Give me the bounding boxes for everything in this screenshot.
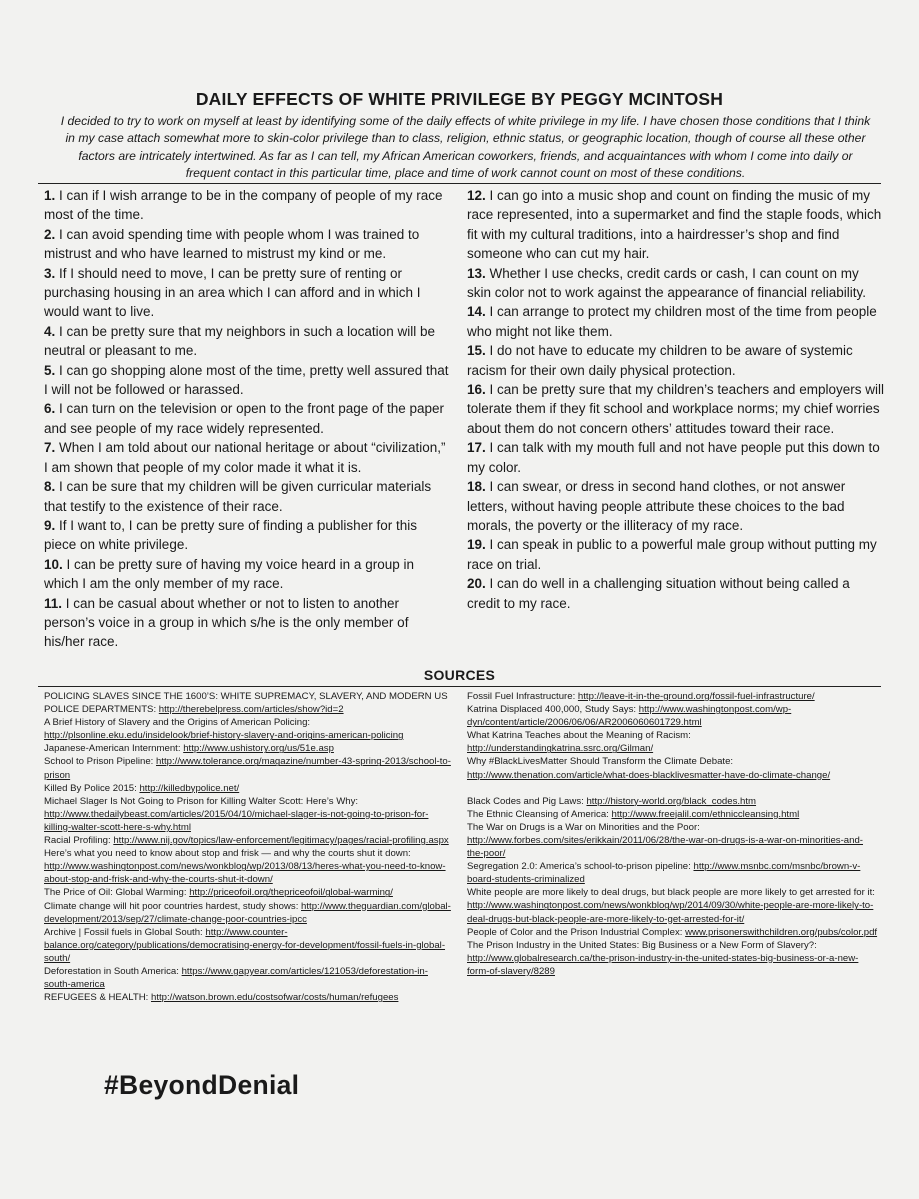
effect-item — [467, 341, 885, 380]
source-item — [44, 742, 454, 755]
source-item — [44, 900, 454, 926]
source-link[interactable]: http://history-world.org/black_codes.htm — [586, 795, 757, 807]
source-item — [44, 716, 454, 742]
source-link[interactable]: http://www.nij.gov/topics/law-enforcement/legitimacy/pages/racial-profiling.aspx — [113, 835, 449, 847]
effect-item — [44, 516, 450, 555]
source-item — [467, 703, 879, 729]
effect-item — [467, 264, 885, 303]
effect-text: Whether I use checks, credit cards or cash, I can count on my skin color not to work against the appearance of financial reliability. — [467, 265, 866, 301]
source-label: Black Codes and Pig Laws: — [467, 795, 587, 807]
source-item — [467, 821, 879, 860]
source-label: The War on Drugs is a War on Minorities and the Poor: — [467, 821, 700, 833]
sources-list-right — [467, 690, 879, 978]
source-label: The Ethnic Cleansing of America: — [467, 808, 612, 820]
effect-item — [467, 302, 885, 341]
effect-number: 3. — [44, 265, 56, 281]
source-link[interactable]: http://www.counter-balance.org/category/publications/democratising-energy-for-development/fossil-fuels-in-global-south/ — [44, 926, 446, 964]
effect-number: 4. — [44, 323, 56, 339]
effect-item — [44, 477, 450, 516]
effect-text: I can turn on the television or open to the front page of the paper and see people of my race widely represented. — [44, 401, 445, 436]
effect-text: I can arrange to protect my children most of the time from people who might not like them. — [467, 304, 877, 339]
source-item — [467, 939, 879, 978]
source-item — [44, 991, 454, 1004]
effect-text: I can swear, or dress in second hand clothes, or not answer letters, without having people attribute these choices to the bad morals, the poverty or the illiteracy of my race. — [467, 479, 846, 533]
source-item — [44, 834, 454, 847]
source-link[interactable]: https://www.gapyear.com/articles/121053/deforestation-in-south-america — [44, 965, 428, 991]
source-item — [467, 886, 879, 925]
effect-number: 13. — [467, 265, 486, 281]
source-label: What Katrina Teaches about the Meaning of Racism: — [467, 730, 691, 742]
sources-heading: SOURCES — [423, 667, 496, 683]
effect-text: I can be pretty sure of having my voice heard in a group in which I am the only member of my race. — [44, 556, 414, 592]
effect-text: I can be pretty sure that my children’s teachers and employers will tolerate them if they fit school and workplace norms; my chief worries about them do not concern others’ attitudes toward their race. — [467, 382, 884, 436]
effect-number: 15. — [467, 343, 486, 359]
effect-number: 7. — [44, 440, 56, 456]
effect-item — [44, 399, 450, 438]
effect-item — [44, 322, 450, 361]
effect-text: If I want to, I can be pretty sure of finding a publisher for this piece on white privilege. — [44, 517, 417, 553]
source-item — [44, 755, 454, 781]
effect-item — [467, 477, 885, 535]
source-item — [467, 926, 879, 939]
source-link[interactable]: http://priceofoil.org/thepriceofoil/global-warming/ — [189, 887, 393, 899]
effect-item — [44, 361, 450, 400]
source-link[interactable]: http://www.washingtonpost.com/news/wonkblog/wp/2014/09/30/white-people-are-more-likely-to-deal-drugs-but-black-people-are-more-likely-to-get-arrested-for-it/ — [467, 900, 874, 925]
source-link[interactable]: http://www.msnbc.com/msnbc/brown-v-board-students-criminalized — [467, 861, 861, 886]
source-link[interactable]: http://www.thedailybeast.com/articles/2015/04/10/michael-slager-is-not-going-to-prison-for-killing-walter-scott-here-s-why.html — [44, 808, 429, 833]
source-item — [44, 795, 454, 834]
source-item — [467, 729, 879, 755]
effect-number: 14. — [467, 304, 486, 320]
effect-text: I can go into a music shop and count on finding the music of my race represented, into a supermarket and find the staple foods, which fit with my cultural traditions, into a hairdresser’s shop and find someone who can cut my hair. — [467, 188, 882, 262]
source-label: Michael Slager Is Not Going to Prison for Killing Walter Scott: Here’s Why: — [44, 795, 359, 807]
effect-item — [44, 594, 450, 652]
source-label: Deforestation in South America: — [44, 965, 182, 977]
effect-text: When I am told about our national heritage or about “civilization,” I am shown that people of my color made it what it is. — [44, 440, 446, 475]
effect-text: I can be casual about whether or not to listen to another person’s voice in a group in which s/he is the only member of his/her race. — [44, 595, 409, 650]
source-link[interactable]: http://www.theguardian.com/global-development/2013/sep/27/climate-change-poor-countries-ipcc — [44, 900, 451, 925]
effect-number: 10. — [44, 556, 63, 572]
effect-item — [44, 225, 450, 264]
source-label: Segregation 2.0: America’s school-to-prison pipeline: — [467, 861, 694, 873]
effect-text: I can do well in a challenging situation without being called a credit to my race. — [467, 576, 850, 611]
sources-list-left — [44, 690, 454, 1004]
effect-item — [467, 438, 885, 477]
effect-text: I do not have to educate my children to be aware of systemic racism for their own daily physical protection. — [467, 343, 853, 378]
effect-number: 18. — [467, 479, 486, 495]
source-item — [467, 795, 879, 808]
effects-list-left — [44, 186, 450, 652]
source-link[interactable]: http://www.globalresearch.ca/the-prison-industry-in-the-united-states-big-business-or-a-new-form-of-slavery/8289 — [467, 952, 859, 977]
source-link[interactable]: http://www.washingtonpost.com/wp-dyn/content/article/2006/06/06/AR2006060601729.html — [467, 704, 792, 729]
top-divider — [38, 183, 881, 184]
page-title: DAILY EFFECTS OF WHITE PRIVILEGE BY PEGGY MCINTOSH — [195, 89, 724, 109]
source-label: Why #BlackLivesMatter Should Transform the Climate Debate: — [467, 756, 734, 768]
source-item — [467, 860, 879, 886]
source-label: Here’s what you need to know about stop and frisk — and why the courts shut it down: — [44, 848, 411, 860]
effect-item — [467, 535, 885, 574]
source-item — [44, 847, 454, 886]
source-label: A Brief History of Slavery and the Origins of American Policing: — [44, 717, 311, 729]
source-label: POLICING SLAVES SINCE THE 1600’S: WHITE SUPREMACY, SLAVERY, AND MODERN US POLICE DEPARTMENTS: — [44, 691, 448, 716]
source-link[interactable]: http://understandingkatrina.ssrc.org/Gilman/ — [467, 743, 654, 755]
source-link[interactable]: http://www.freejalil.com/ethniccleansing.html — [611, 808, 800, 820]
source-label: School to Prison Pipeline: — [44, 756, 156, 768]
source-item — [467, 755, 879, 781]
source-label: People of Color and the Prison Industrial Complex: — [467, 926, 686, 938]
effect-item — [467, 186, 885, 264]
effect-number: 2. — [44, 226, 56, 242]
source-label: Archive | Fossil fuels in Global South: — [44, 926, 206, 938]
source-item — [467, 690, 879, 703]
source-label: Racial Profiling: — [44, 835, 114, 847]
effect-number: 11. — [44, 595, 63, 611]
source-item — [44, 886, 454, 899]
effect-text: I can be sure that my children will be given curricular materials that testify to the existence of their race. — [44, 479, 432, 514]
source-label: Katrina Displaced 400,000, Study Says: — [467, 704, 639, 716]
source-spacer — [467, 782, 879, 795]
effect-number: 16. — [467, 382, 486, 398]
source-item — [467, 808, 879, 821]
effect-text: I can avoid spending time with people whom I was trained to mistrust and who have learned to mistrust my kind or me. — [44, 226, 420, 262]
source-label: White people are more likely to deal drugs, but black people are more likely to get arrested for it: — [467, 887, 875, 899]
effect-item — [44, 186, 450, 225]
source-label: Killed By Police 2015: — [44, 782, 140, 794]
effect-item — [467, 380, 885, 438]
source-label: Climate change will hit poor countries hardest, study shows: — [44, 900, 302, 912]
source-link[interactable]: http://leave-it-in-the-ground.org/fossil-fuel-infrastructure/ — [577, 691, 815, 702]
effect-item — [44, 555, 450, 594]
effect-text: I can speak in public to a powerful male group without putting my race on trial. — [467, 537, 877, 572]
effect-number: 19. — [467, 537, 486, 553]
effect-number: 6. — [44, 401, 56, 417]
effect-item — [467, 574, 885, 613]
source-link[interactable]: http://www.forbes.com/sites/erikkain/2011/06/28/the-war-on-drugs-is-a-war-on-minorities-and-the-poor/ — [467, 834, 863, 860]
effect-number: 8. — [44, 479, 56, 495]
effect-number: 9. — [44, 517, 56, 533]
source-link[interactable]: http://plsonline.eku.edu/insidelook/brief-history-slavery-and-origins-american-policing — [44, 730, 404, 742]
source-link[interactable]: www.prisonerswithchildren.org/pubs/color.pdf — [685, 926, 878, 938]
source-item — [44, 965, 454, 991]
source-link[interactable]: http://www.ushistory.org/us/51e.asp — [183, 743, 334, 755]
effects-list-right — [467, 186, 885, 613]
source-link[interactable]: http://www.tolerance.org/magazine/number-43-spring-2013/school-to-prison — [44, 756, 451, 781]
source-item — [44, 782, 454, 795]
source-link[interactable]: http://www.thenation.com/article/what-does-blacklivesmatter-have-do-climate-change/ — [467, 769, 831, 781]
effect-item — [44, 438, 450, 477]
hashtag-beyond-denial: #BeyondDenial — [104, 1070, 300, 1100]
source-link[interactable]: http://www.washingtonpost.com/news/wonkblog/wp/2013/08/13/heres-what-you-need-to-know-about-stop-and-frisk-and-why-the-courts-shut-it-down/ — [44, 861, 446, 886]
source-label: Fossil Fuel Infrastructure: — [467, 691, 578, 702]
effect-number: 20. — [467, 576, 486, 592]
effect-text: If I should need to move, I can be pretty sure of renting or purchasing housing in an area which I can afford and in which I would want to live. — [44, 265, 421, 320]
source-label: The Price of Oil: Global Warming: — [44, 887, 190, 899]
source-link[interactable]: http://watson.brown.edu/costsofwar/costs/human/refugees — [150, 992, 399, 1004]
source-link[interactable]: http://killedbypolice.net/ — [139, 782, 240, 794]
effect-number: 12. — [467, 188, 486, 203]
sources-divider — [38, 686, 881, 687]
effect-item — [44, 264, 450, 322]
source-link[interactable]: http://therebelpress.com/articles/show?id=2 — [158, 704, 344, 716]
source-label: REFUGEES & HEALTH: — [44, 992, 151, 1004]
effect-number: 1. — [44, 188, 56, 203]
effect-text: I can if I wish arrange to be in the company of people of my race most of the time. — [44, 188, 443, 223]
effect-text: I can go shopping alone most of the time, pretty well assured that I will not be followed or harassed. — [44, 362, 449, 398]
effect-text: I can be pretty sure that my neighbors in such a location will be neutral or pleasant to me. — [44, 323, 435, 359]
effect-number: 17. — [467, 440, 486, 456]
source-item — [44, 926, 454, 965]
source-item — [44, 690, 454, 716]
source-label: The Prison Industry in the United States: Big Business or a New Form of Slavery?: — [467, 939, 817, 951]
intro-paragraph: I decided to try to work on myself at least by identifying some of the daily effects of white privilege in my life. I have chosen those conditions that I think in my case attach somewhat more to skin-color privilege than to class, religion, ethnic status, or geographic location, though of course all these other factors are intricately intertwined. As far as I can tell, my African American coworkers, friends, and acquaintances with whom I come into daily or frequent contact in this particular time, place and time of work cannot count on most of these conditions. — [60, 114, 871, 180]
effect-number: 5. — [44, 362, 56, 378]
source-label: Japanese-American Internment: — [44, 743, 184, 755]
effect-text: I can talk with my mouth full and not have people put this down to my color. — [467, 440, 880, 475]
